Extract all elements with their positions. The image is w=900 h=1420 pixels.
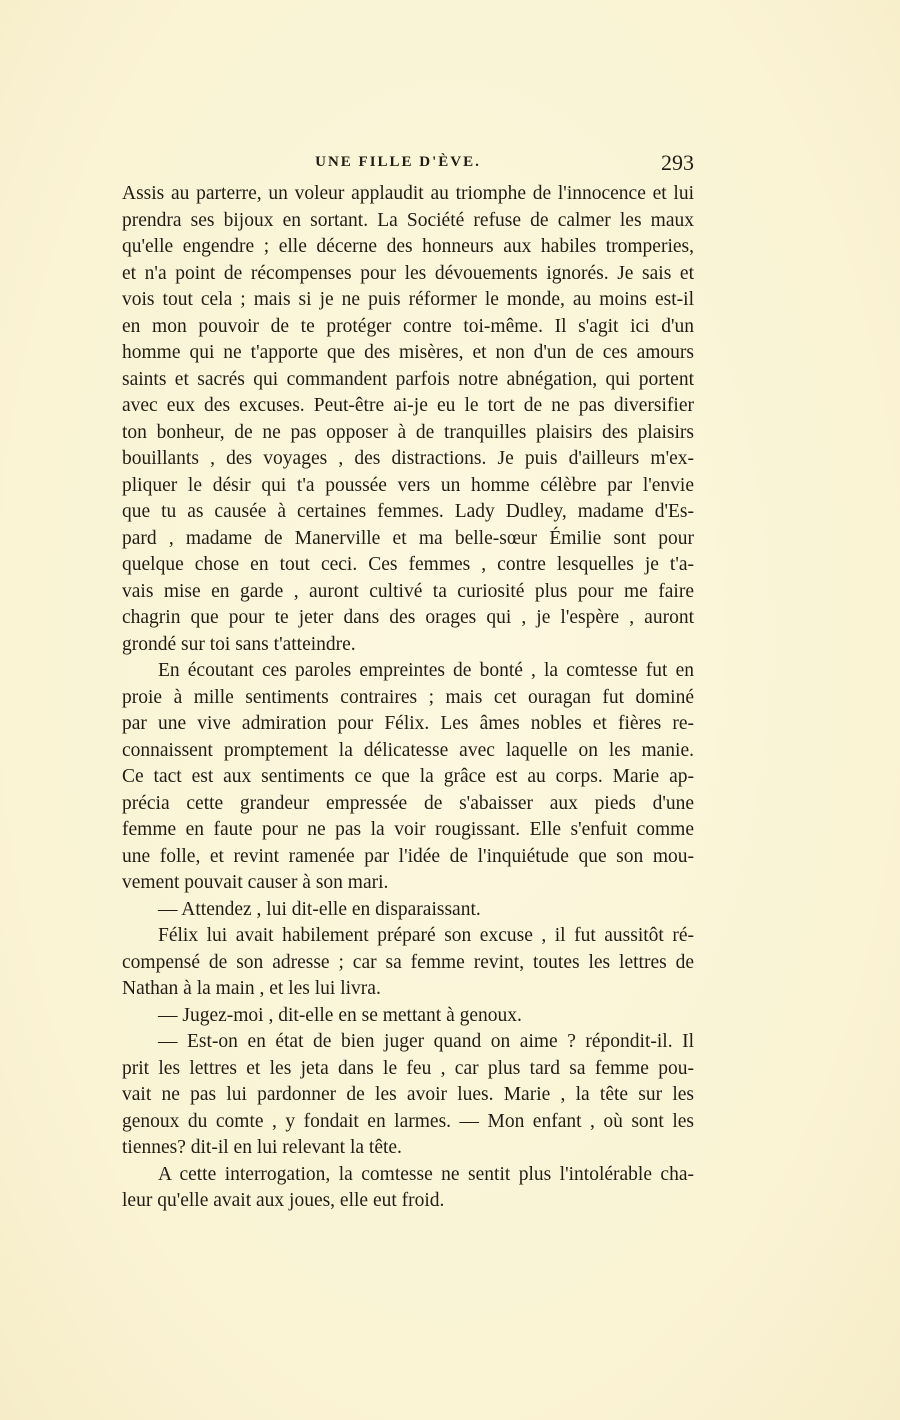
text-line: homme qui ne t'apporte que des misères, et non d'un de ces amours	[122, 342, 694, 363]
body-text	[122, 181, 694, 1215]
text-line: et n'a point de récompenses pour les dévouements ignorés. Je sais et	[122, 262, 694, 284]
text-line: prit les lettres et les jeta dans le feu , car plus tard sa femme pou-	[122, 1057, 694, 1079]
text-line: tiennes? dit-il en lui relevant la tête.	[122, 1137, 402, 1158]
text-line: pard , madame de Manerville et ma belle-sœur Émilie sont pour	[122, 527, 694, 549]
text-line: quelque chose en tout ceci. Ces femmes , contre lesquelles je t'a-	[122, 554, 694, 575]
text-line: leur qu'elle avait aux joues, elle eut froid.	[122, 1190, 445, 1211]
text-line: vais mise en garde , auront cultivé ta curiosité plus pour me faire	[122, 580, 694, 602]
text-line: vois tout cela ; mais si je ne puis réformer le monde, au moins est-il	[122, 289, 694, 310]
text-line: chagrin que pour te jeter dans des orages qui , je l'espère , auront	[122, 607, 694, 628]
text-line: genoux du comte , y fondait en larmes. — Mon enfant , où sont les	[122, 1110, 694, 1132]
text-line: saints et sacrés qui commandent parfois notre abnégation, qui portent	[122, 368, 694, 390]
text-line: pliquer le désir qui t'a poussée vers un homme célèbre par l'envie	[122, 474, 694, 496]
running-head	[122, 150, 694, 178]
text-line: Ce tact est aux sentiments ce que la grâce est au corps. Marie ap-	[122, 766, 694, 787]
text-line: Nathan à la main , et les lui livra.	[122, 978, 381, 999]
text-line: — Jugez-moi , dit-elle en se mettant à genoux.	[158, 1004, 522, 1026]
text-line: précia cette grandeur empressée de s'abaisser aux pieds d'une	[122, 792, 694, 814]
text-line: compensé de son adresse ; car sa femme revint, toutes les lettres de	[122, 951, 694, 973]
text-line: proie à mille sentiments contraires ; mais cet ouragan fut dominé	[122, 686, 694, 708]
text-line: femme en faute pour ne pas la voir rougissant. Elle s'enfuit comme	[122, 819, 694, 840]
running-title: UNE FILLE D'ÈVE.	[315, 154, 481, 170]
text-line: prendra ses bijoux en sortant. La Société refuse de calmer les maux	[122, 209, 694, 231]
text-line: en mon pouvoir de te protéger contre toi-même. Il s'agit ici d'un	[122, 315, 694, 337]
text-line: vait ne pas lui pardonner de les avoir lues. Marie , la tête sur les	[122, 1084, 694, 1105]
text-line: que tu as causée à certaines femmes. Lady Dudley, madame d'Es-	[122, 501, 694, 522]
page-number: 293	[661, 150, 694, 175]
text-line: qu'elle engendre ; elle décerne des honneurs aux habiles tromperies,	[122, 236, 694, 257]
text-line: — Attendez , lui dit-elle en disparaissant.	[158, 898, 481, 920]
text-line: avec eux des excuses. Peut-être ai-je eu le tort de ne pas diversifier	[122, 395, 694, 416]
text-line: par une vive admiration pour Félix. Les âmes nobles et fières re-	[122, 713, 694, 734]
text-line: ton bonheur, de ne pas opposer à de tranquilles plaisirs des plaisirs	[122, 421, 694, 443]
text-line: Félix lui avait habilement préparé son excuse , il fut aussitôt ré-	[158, 925, 694, 946]
text-line: grondé sur toi sans t'atteindre.	[122, 633, 356, 655]
text-line: — Est-on en état de bien juger quand on aime ? répondit-il. Il	[158, 1031, 694, 1052]
text-line: vement pouvait causer à son mari.	[122, 872, 389, 893]
text-line: En écoutant ces paroles empreintes de bonté , la comtesse fut en	[158, 660, 694, 681]
text-line: connaissent promptement la délicatesse avec laquelle on les manie.	[122, 739, 694, 761]
text-line: une folle, et revint ramenée par l'idée de l'inquiétude que son mou-	[122, 845, 694, 867]
text-line: Assis au parterre, un voleur applaudit au triomphe de l'innocence et lui	[122, 183, 694, 204]
text-line: bouillants , des voyages , des distractions. Je puis d'ailleurs m'ex-	[122, 448, 694, 469]
text-line: A cette interrogation, la comtesse ne sentit plus l'intolérable cha-	[158, 1163, 694, 1185]
